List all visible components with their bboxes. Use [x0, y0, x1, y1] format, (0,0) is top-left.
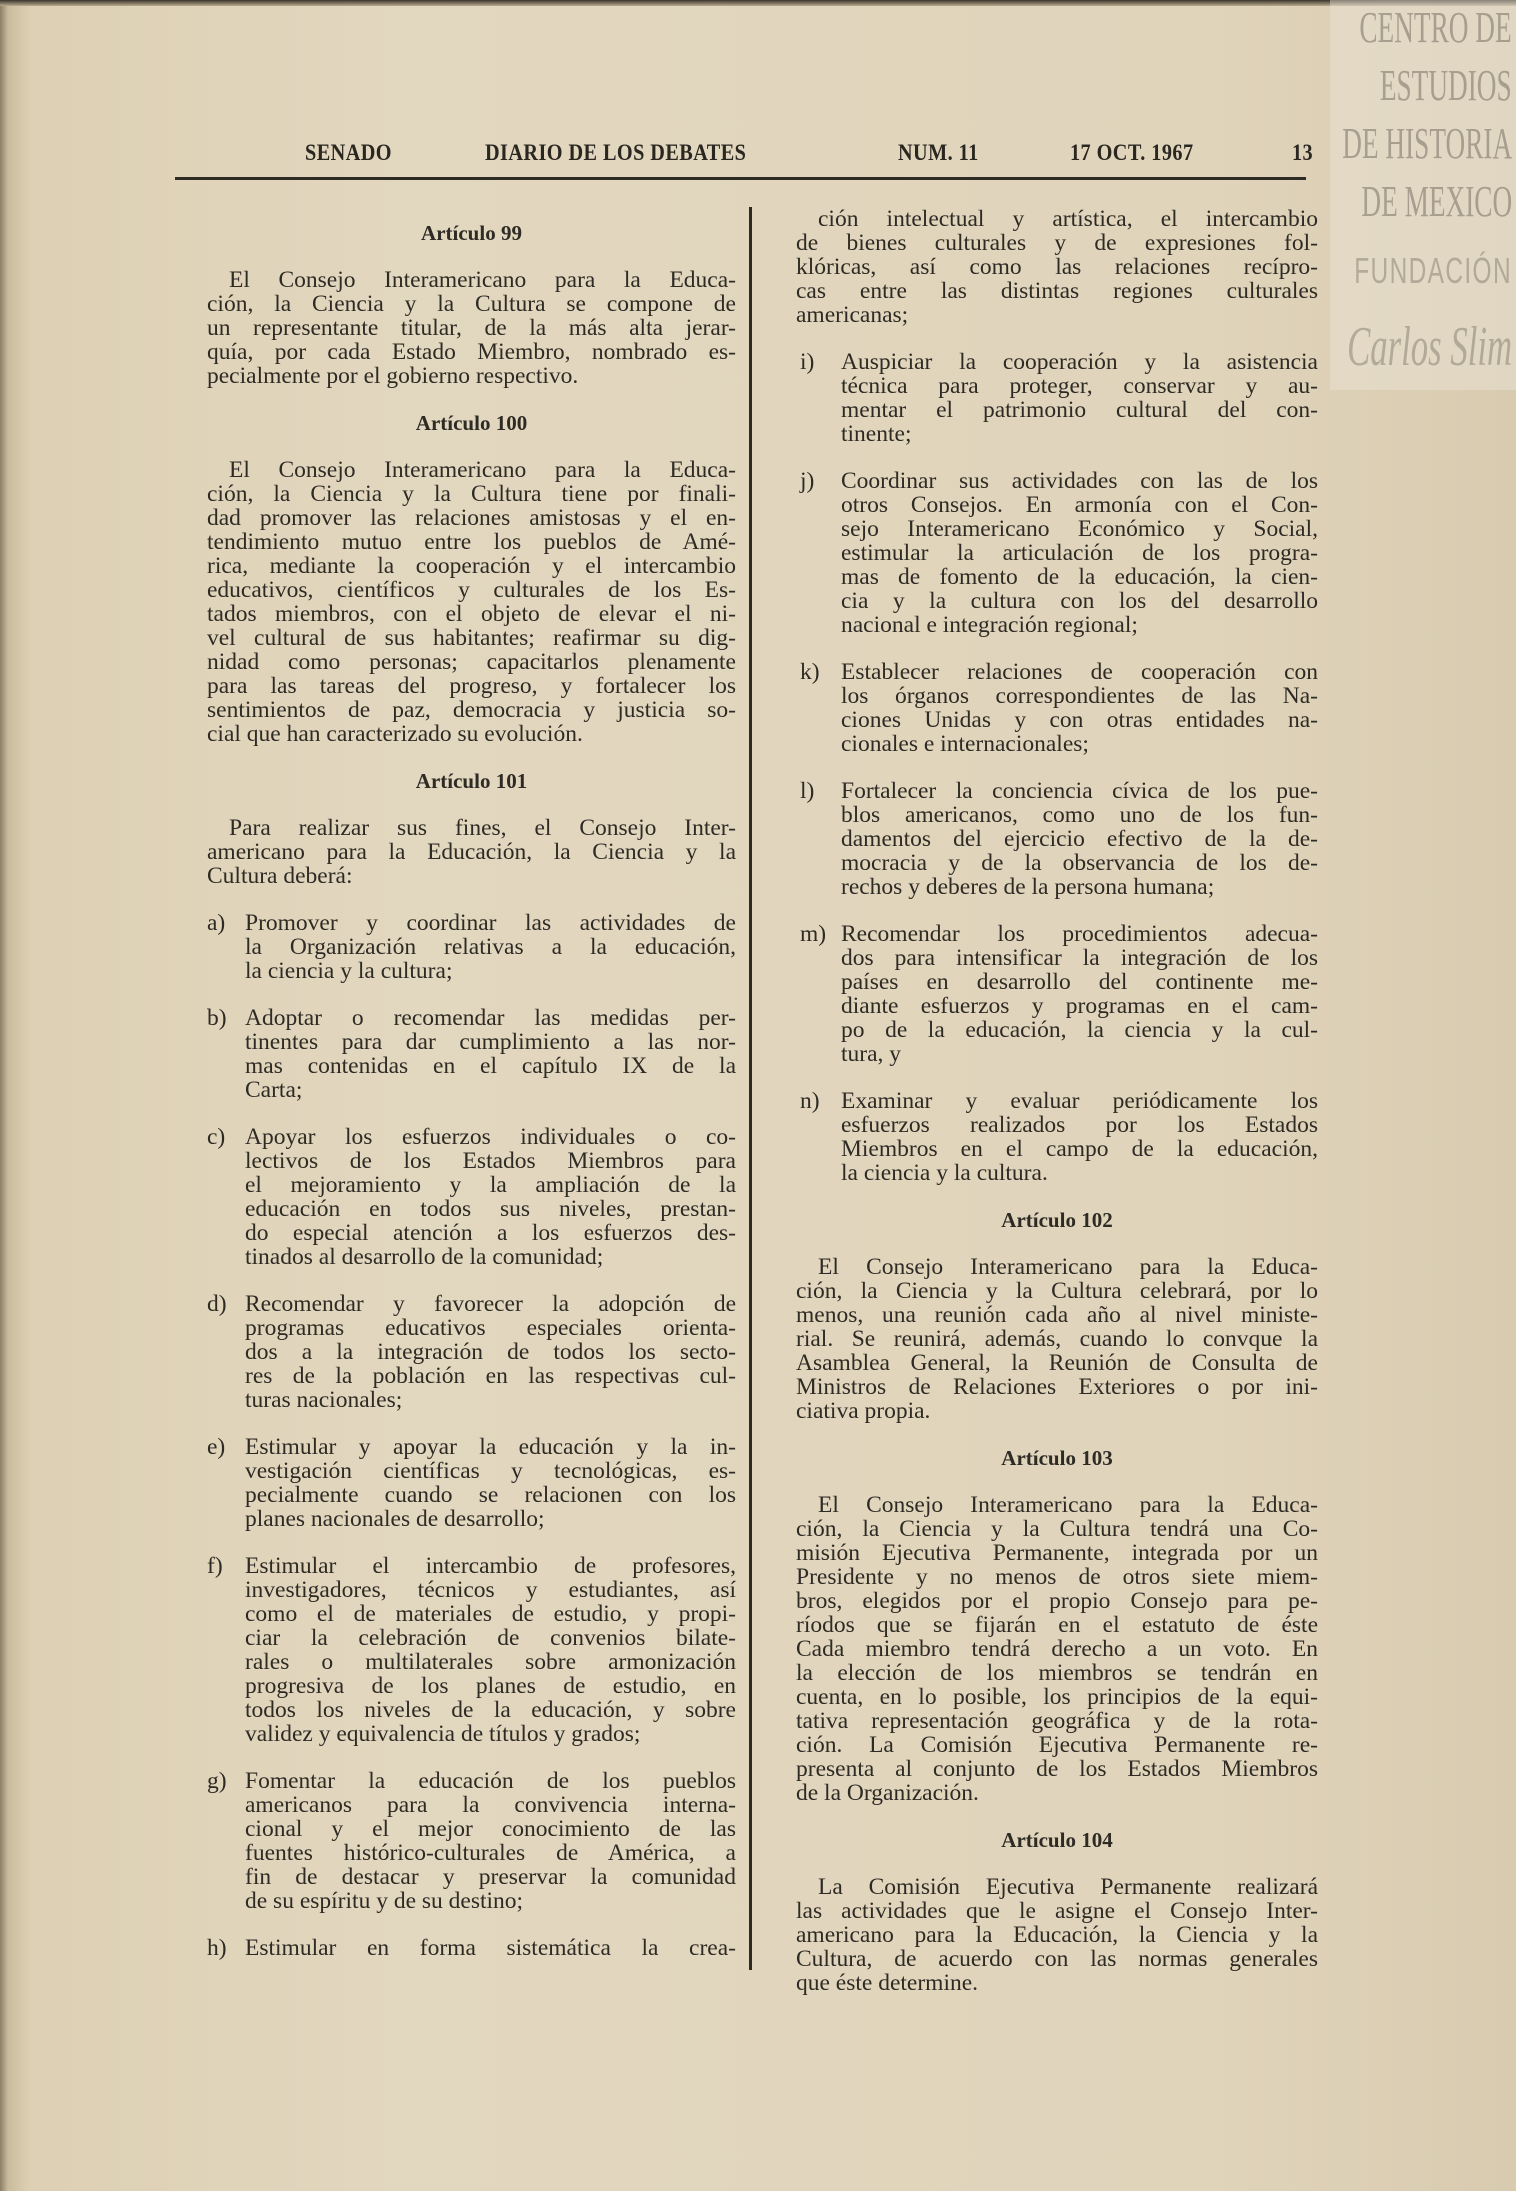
text-line: do especial atención a los esfuerzos des-	[245, 1220, 736, 1246]
header-publication: DIARIO DE LOS DEBATES	[485, 140, 747, 165]
text-line: que éste determine.	[796, 1970, 979, 1996]
text-line: rales o multilaterales sobre armonización	[245, 1649, 736, 1675]
article-heading: Artículo 101	[415, 769, 528, 793]
list-item-label: j)	[800, 468, 815, 494]
list-item	[207, 1435, 736, 1531]
text-line: técnica para proteger, conservar y au-	[841, 373, 1318, 399]
list-item-label: g)	[207, 1768, 227, 1794]
list-item-label: a)	[207, 910, 226, 936]
text-line: mas de fomento de la educación, la cien-	[841, 564, 1318, 590]
text-line: un representante titular, de la más alta jerar-	[207, 315, 736, 341]
article-heading: Artículo 104	[1001, 1828, 1113, 1852]
text-line: misión Ejecutiva Permanente, integrada por un	[796, 1540, 1318, 1566]
text-line: Cultura deberá:	[207, 863, 353, 889]
text-line: investigadores, técnicos y estudiantes, así	[245, 1577, 736, 1603]
text-line: el mejoramiento y la ampliación de la	[245, 1172, 736, 1198]
text-line: El Consejo Interamericano para la Educa-	[229, 457, 736, 483]
text-line: la elección de los miembros se tendrán en	[796, 1660, 1318, 1686]
text-line: lectivos de los Estados Miembros para	[245, 1148, 736, 1174]
watermark-line: CENTRO DE	[1359, 3, 1512, 52]
scan-top-edge	[0, 0, 1516, 6]
text-line: blos americanos, como uno de los fun-	[841, 802, 1318, 828]
text-line: dad promover las relaciones amistosas y el en-	[207, 505, 736, 531]
text-line: Asamblea General, la Reunión de Consulta de	[796, 1350, 1318, 1376]
article-heading: Artículo 102	[1001, 1208, 1113, 1232]
text-line: pecialmente por el gobierno respectivo.	[207, 363, 579, 389]
text-line: educativos, científicos y culturales de los Es-	[207, 577, 736, 603]
list-item-label: n)	[800, 1088, 820, 1114]
text-line: pecialmente cuando se relacionen con los	[245, 1482, 736, 1508]
text-line: Ministros de Relaciones Exteriores o por ini-	[796, 1374, 1318, 1400]
column-divider	[749, 207, 752, 1970]
text-line: ción intelectual y artística, el intercambio	[818, 206, 1318, 232]
page-header	[0, 140, 1516, 174]
text-line: sentimientos de paz, democracia y justicia so-	[207, 697, 736, 723]
text-line: cionales e internacionales;	[841, 731, 1089, 757]
text-line: bros, elegidos por el propio Consejo para pe-	[796, 1588, 1318, 1614]
text-line: Examinar y evaluar periódicamente los	[841, 1088, 1318, 1114]
text-line: diante esfuerzos y programas en el cam-	[841, 993, 1318, 1019]
list-item-label: l)	[800, 778, 815, 804]
text-line: rechos y deberes de la persona humana;	[841, 874, 1215, 900]
text-line: los órganos correspondientes de las Na-	[841, 683, 1318, 709]
watermark-line: ESTUDIOS	[1380, 61, 1512, 110]
list-item	[207, 1769, 736, 1913]
text-line: Auspiciar la cooperación y la asistencia	[841, 349, 1318, 375]
text-line: Establecer relaciones de cooperación con	[841, 659, 1318, 685]
list-item	[796, 1089, 1318, 1185]
text-line: Recomendar los procedimientos adecua-	[841, 921, 1318, 947]
text-line: de bienes culturales y de expresiones fol-	[796, 230, 1318, 256]
list-item-label: m)	[800, 921, 827, 947]
text-line: planes nacionales de desarrollo;	[245, 1506, 545, 1532]
text-line: países en desarrollo del continente me-	[841, 969, 1318, 995]
text-line: tendimiento mutuo entre los pueblos de Amé-	[207, 529, 736, 555]
text-line: Adoptar o recomendar las medidas per-	[245, 1005, 736, 1031]
text-line: cas entre las distintas regiones culturales	[796, 278, 1318, 304]
paragraph	[207, 458, 736, 746]
article-heading: Artículo 100	[415, 411, 528, 435]
text-line: ción, la Ciencia y la Cultura celebrará, por lo	[796, 1278, 1318, 1304]
text-line: Para realizar sus fines, el Consejo Inter-	[229, 815, 736, 841]
text-line: de la Organización.	[796, 1780, 979, 1806]
text-line: tinentes para dar cumplimiento a las nor-	[245, 1029, 736, 1055]
text-line: menos, una reunión cada año al nivel ministe-	[796, 1302, 1318, 1328]
text-line: rial. Se reunirá, además, cuando lo convque la	[796, 1326, 1318, 1352]
text-line: Fortalecer la conciencia cívica de los pue-	[841, 778, 1318, 804]
text-line: las actividades que le asigne el Consejo Inter-	[796, 1898, 1318, 1924]
text-line: Apoyar los esfuerzos individuales o co-	[245, 1124, 736, 1150]
paragraph	[207, 816, 736, 888]
text-line: fuentes histórico-culturales de América, a	[245, 1840, 736, 1866]
text-line: presenta al conjunto de los Estados Miembros	[796, 1756, 1318, 1782]
text-line: nacional e integración regional;	[841, 612, 1138, 638]
text-line: americano para la Educación, la Ciencia y la	[796, 1922, 1318, 1948]
text-line: otros Consejos. En armonía con el Con-	[841, 492, 1318, 518]
left-column	[207, 221, 736, 1983]
text-line: sejo Interamericano Económico y Social,	[841, 516, 1318, 542]
text-line: cuenta, en lo posible, los principios de la equi-	[796, 1684, 1318, 1710]
text-line: Cultura, de acuerdo con las normas generales	[796, 1946, 1318, 1972]
text-line: nidad como personas; capacitarlos plenamente	[207, 649, 736, 675]
text-line: fin de destacar y preservar la comunidad	[245, 1864, 736, 1890]
watermark-foundation: FUNDACIÓN	[1354, 250, 1512, 291]
text-line: dos para intensificar la integración de los	[841, 945, 1318, 971]
text-line: mentar el patrimonio cultural del con-	[841, 397, 1318, 423]
text-line: como el de materiales de estudio, y propi-	[245, 1601, 736, 1627]
text-line: la ciencia y la cultura;	[245, 958, 453, 984]
list-item-label: c)	[207, 1124, 226, 1150]
list-item-label: b)	[207, 1005, 227, 1031]
list-item-label: k)	[800, 659, 820, 685]
list-item	[796, 779, 1318, 899]
text-line: para las tareas del progreso, y fortalecer los	[207, 673, 736, 699]
text-line: mocracia y de la observancia de los de-	[841, 850, 1318, 876]
text-line: tados miembros, con el objeto de elevar el ni-	[207, 601, 736, 627]
text-line: ciativa propia.	[796, 1398, 931, 1424]
text-line: cial que han caracterizado su evolución.	[207, 721, 583, 747]
text-line: tativa representación geográfica y de la rota-	[796, 1708, 1318, 1734]
text-line: americanos para la convivencia interna-	[245, 1792, 736, 1818]
text-line: ción, la Ciencia y la Cultura tiene por finali-	[207, 481, 736, 507]
watermark-line: DE HISTORIA	[1342, 119, 1512, 168]
text-line: ción, la Ciencia y la Cultura se compone de	[207, 291, 736, 317]
text-line: Cada miembro tendrá derecho a un voto. En	[796, 1636, 1318, 1662]
text-line: vestigación científicas y tecnológicas, es-	[245, 1458, 736, 1484]
right-column	[796, 207, 1318, 2018]
text-line: ríodos que se fijarán en el estatuto de éste	[796, 1612, 1318, 1638]
list-item-label: h)	[207, 1935, 227, 1961]
text-line: estimular la articulación de los progra-	[841, 540, 1318, 566]
list-item	[207, 1554, 736, 1746]
text-line: res de la población en las respectivas cul-	[245, 1363, 736, 1389]
text-line: la Organización relativas a la educación,	[245, 934, 736, 960]
list-item	[796, 922, 1318, 1066]
text-line: tinente;	[841, 421, 912, 447]
text-line: educación en todos sus niveles, prestan-	[245, 1196, 736, 1222]
list-item-label: d)	[207, 1291, 227, 1317]
text-line: Presidente y no menos de otros siete miem-	[796, 1564, 1318, 1590]
text-line: rica, mediante la cooperación y el intercambio	[207, 553, 736, 579]
text-line: damentos del ejercicio efectivo de la de-	[841, 826, 1318, 852]
list-item	[796, 350, 1318, 446]
text-line: Recomendar y favorecer la adopción de	[245, 1291, 736, 1317]
text-line: Carta;	[245, 1077, 303, 1103]
text-line: Estimular en forma sistemática la crea-	[245, 1935, 736, 1961]
text-line: Estimular el intercambio de profesores,	[245, 1553, 736, 1579]
list-item	[207, 1292, 736, 1412]
text-line: vel cultural de sus habitantes; reafirmar su dig-	[207, 625, 736, 651]
header-section: SENADO	[305, 140, 392, 165]
text-line: americanas;	[796, 302, 909, 328]
text-line: ción, la Ciencia y la Cultura tendrá una Co-	[796, 1516, 1318, 1542]
text-line: mas contenidas en el capítulo IX de la	[245, 1053, 736, 1079]
text-line: Fomentar la educación de los pueblos	[245, 1768, 736, 1794]
text-line: progresiva de los planes de estudio, en	[245, 1673, 736, 1699]
text-line: El Consejo Interamericano para la Educa-	[818, 1254, 1318, 1280]
text-line: Promover y coordinar las actividades de	[245, 910, 736, 936]
watermark-signature: Carlos Slim	[1347, 316, 1512, 378]
article-heading: Artículo 103	[1001, 1446, 1113, 1470]
text-line: esfuerzos realizados por los Estados	[841, 1112, 1318, 1138]
text-line: La Comisión Ejecutiva Permanente realizará	[818, 1874, 1318, 1900]
text-line: ción. La Comisión Ejecutiva Permanente re-	[796, 1732, 1318, 1758]
text-line: dos a la integración de todos los secto-	[245, 1339, 736, 1365]
list-item	[207, 1125, 736, 1269]
text-line: americano para la Educación, la Ciencia y la	[207, 839, 736, 865]
list-item	[207, 1936, 736, 1960]
text-line: El Consejo Interamericano para la Educa-	[229, 267, 736, 293]
text-line: ciar la celebración de convenios bilate-	[245, 1625, 736, 1651]
list-item	[207, 1006, 736, 1102]
paragraph	[207, 268, 736, 388]
text-line: de su espíritu y de su destino;	[245, 1888, 524, 1914]
text-line: El Consejo Interamericano para la Educa-	[818, 1492, 1318, 1518]
list-item-label: e)	[207, 1434, 226, 1460]
header-date: 17 OCT. 1967	[1070, 140, 1194, 165]
watermark	[1330, 0, 1516, 390]
page-number: 13	[1292, 140, 1314, 165]
text-line: quía, por cada Estado Miembro, nombrado es-	[207, 339, 736, 365]
article-heading: Artículo 99	[421, 221, 522, 245]
text-line: cia y la cultura con los del desarrollo	[841, 588, 1318, 614]
list-item	[796, 660, 1318, 756]
watermark-line: DE MEXICO	[1361, 177, 1512, 226]
text-line: tura, y	[841, 1041, 902, 1067]
text-line: turas nacionales;	[245, 1387, 403, 1413]
text-line: klóricas, así como las relaciones recípro-	[796, 254, 1318, 280]
header-rule	[175, 177, 1306, 180]
text-line: cional y el mejor conocimiento de las	[245, 1816, 736, 1842]
list-item-label: f)	[207, 1553, 223, 1579]
list-item-label: i)	[800, 349, 815, 375]
text-line: po de la educación, la ciencia y la cul-	[841, 1017, 1318, 1043]
paragraph	[796, 1255, 1318, 1423]
text-line: programas educativos especiales orienta-	[245, 1315, 736, 1341]
paragraph	[796, 207, 1318, 327]
text-line: Miembros en el campo de la educación,	[841, 1136, 1318, 1162]
header-number: NUM. 11	[898, 140, 979, 165]
text-line: validez y equivalencia de títulos y grados;	[245, 1721, 641, 1747]
text-line: la ciencia y la cultura.	[841, 1160, 1048, 1186]
list-item	[207, 911, 736, 983]
text-line: todos los niveles de la educación, y sobre	[245, 1697, 736, 1723]
text-line: tinados al desarrollo de la comunidad;	[245, 1244, 604, 1270]
text-line: ciones Unidas y con otras entidades na-	[841, 707, 1318, 733]
paragraph	[796, 1493, 1318, 1805]
list-item	[796, 469, 1318, 637]
text-line: Estimular y apoyar la educación y la in-	[245, 1434, 736, 1460]
text-line: Coordinar sus actividades con las de los	[841, 468, 1318, 494]
paragraph	[796, 1875, 1318, 1995]
